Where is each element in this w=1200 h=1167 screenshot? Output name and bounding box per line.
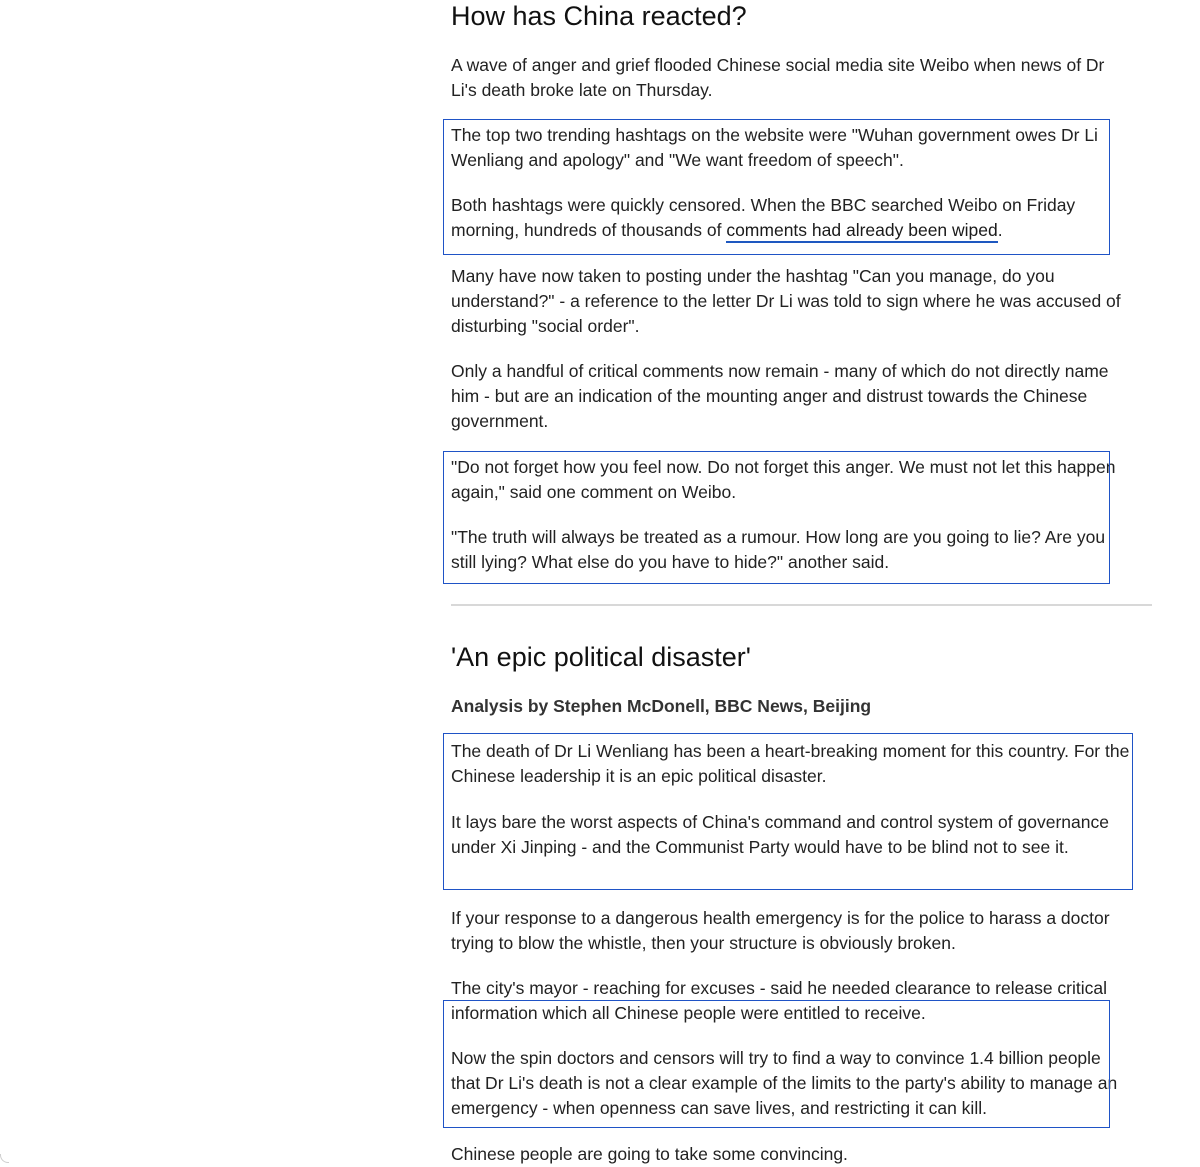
paragraph-new-hashtag: Many have now taken to posting under the hashtag "Can you manage, do you understand?" - a reference to the letter Dr Li was told to sign where he was accused of disturbing "social order". <box>451 266 1121 336</box>
section-heading-political-disaster: 'An epic political disaster' <box>451 642 751 672</box>
quote-truth-rumour: "The truth will always be treated as a rumour. How long are you going to lie? Are you still lying? What else do you have to hide?" another said. <box>451 527 1106 572</box>
section-heading-china-reaction: How has China reacted? <box>451 1 747 31</box>
paragraph-hashtags-censored <box>451 193 1131 243</box>
paragraph-lays-bare: It lays bare the worst aspects of China's command and control system of governance under Xi Jinping - and the Communist Party would have to be blind not to see it. <box>451 812 1109 857</box>
paragraph-weibo-anger: A wave of anger and grief flooded Chinese social media site Weibo when news of Dr Li's death broke late on Thursday. <box>451 55 1105 100</box>
paragraph-text-start: Both hashtags were quickly censored. When the BBC searched Weibo on Friday morning, hundreds of thousands of <box>451 195 1076 240</box>
section-divider <box>451 604 1152 606</box>
paragraph-text-end: . <box>997 220 1003 240</box>
paragraph-critical-comments: Only a handful of critical comments now remain - many of which do not directly name him - but are an indication of the mounting anger and distrust towards the Chinese government. <box>451 361 1109 431</box>
quote-do-not-forget: "Do not forget how you feel now. Do not forget this anger. We must not let this happen again," said one comment on Weibo. <box>451 457 1116 502</box>
paragraph-city-mayor: The city's mayor - reaching for excuses - said he needed clearance to release critical information which all Chinese people were entitled to receive. <box>451 978 1108 1023</box>
paragraph-spin-doctors: Now the spin doctors and censors will try to find a way to convince 1.4 billion people that Dr Li's death is not a clear example of the limits to the party's ability to manage an emergency - when openness can save lives, and restricting it can kill. <box>451 1048 1118 1118</box>
paragraph-take-convincing: Chinese people are going to take some convincing. <box>451 1144 848 1164</box>
paragraph-heart-breaking: The death of Dr Li Wenliang has been a heart-breaking moment for this country. For the Chinese leadership it is an epic political disaster. <box>451 741 1130 786</box>
paragraph-trending-hashtags: The top two trending hashtags on the website were "Wuhan government owes Dr Li Wenliang and apology" and "We want freedom of speech". <box>451 125 1098 170</box>
window-corner <box>0 1154 9 1163</box>
analysis-byline: Analysis by Stephen McDonell, BBC News, Beijing <box>451 696 872 716</box>
comments-wiped-link[interactable]: comments had already been wiped <box>726 220 997 243</box>
paragraph-dangerous-emergency: If your response to a dangerous health emergency is for the police to harass a doctor trying to blow the whistle, then your structure is obviously broken. <box>451 908 1110 953</box>
